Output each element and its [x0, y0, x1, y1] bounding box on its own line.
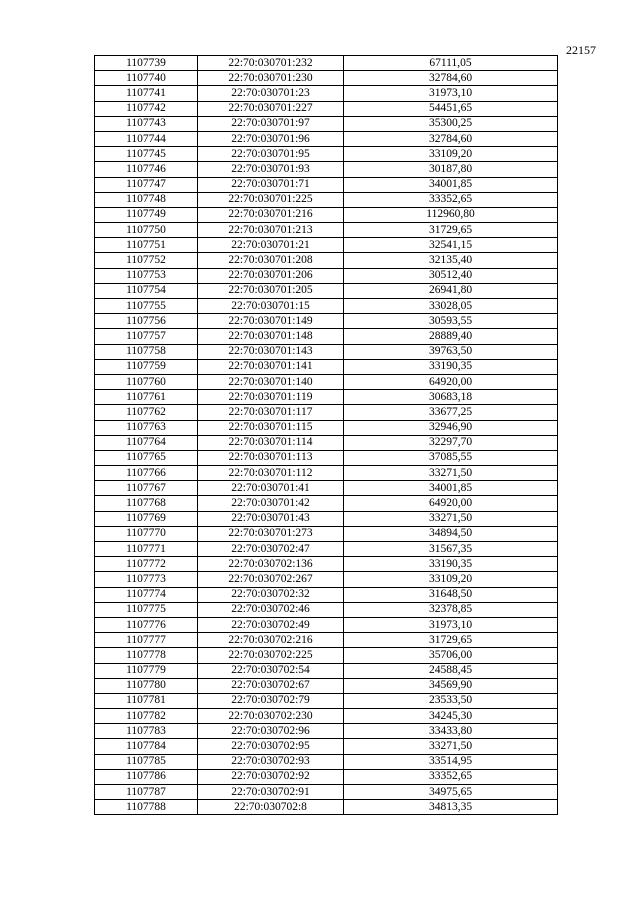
table-row [95, 785, 558, 800]
table-row [95, 192, 558, 207]
cadastral-value-cell: 33514,95 [344, 754, 558, 769]
table-row [95, 147, 558, 162]
record-number-cell: 1107779 [95, 663, 198, 678]
table-row [95, 466, 558, 481]
cadastral-number-cell: 22:70:030702:225 [198, 648, 344, 663]
cadastral-value-cell: 32784,60 [344, 131, 558, 146]
record-number-cell: 1107757 [95, 329, 198, 344]
table-row [95, 678, 558, 693]
record-number-cell: 1107768 [95, 496, 198, 511]
record-number-cell: 1107772 [95, 557, 198, 572]
page-number: 22157 [566, 43, 596, 57]
cadastral-number-cell: 22:70:030702:46 [198, 602, 344, 617]
table-row [95, 724, 558, 739]
table-row [95, 268, 558, 283]
cadastral-number-cell: 22:70:030701:216 [198, 207, 344, 222]
cadastral-value-cell: 34001,85 [344, 177, 558, 192]
record-number-cell: 1107750 [95, 223, 198, 238]
cadastral-number-cell: 22:70:030701:114 [198, 435, 344, 450]
table-row [95, 116, 558, 131]
table-row [95, 56, 558, 71]
record-number-cell: 1107764 [95, 435, 198, 450]
table-row [95, 344, 558, 359]
cadastral-number-cell: 22:70:030701:141 [198, 359, 344, 374]
cadastral-value-cell: 30593,55 [344, 314, 558, 329]
table-row [95, 299, 558, 314]
record-number-cell: 1107755 [95, 299, 198, 314]
record-number-cell: 1107751 [95, 238, 198, 253]
cadastral-value-cell: 32541,15 [344, 238, 558, 253]
cadastral-number-cell: 22:70:030702:49 [198, 617, 344, 632]
table-row [95, 511, 558, 526]
record-number-cell: 1107787 [95, 785, 198, 800]
table-row [95, 572, 558, 587]
cadastral-value-cell: 32135,40 [344, 253, 558, 268]
cadastral-value-cell: 33028,05 [344, 299, 558, 314]
table-row [95, 450, 558, 465]
cadastral-value-cell: 28889,40 [344, 329, 558, 344]
record-number-cell: 1107763 [95, 420, 198, 435]
cadastral-value-cell: 112960,80 [344, 207, 558, 222]
cadastral-value-cell: 24588,45 [344, 663, 558, 678]
cadastral-number-cell: 22:70:030702:93 [198, 754, 344, 769]
record-number-cell: 1107746 [95, 162, 198, 177]
cadastral-value-cell: 30512,40 [344, 268, 558, 283]
cadastral-number-cell: 22:70:030701:93 [198, 162, 344, 177]
record-number-cell: 1107761 [95, 390, 198, 405]
cadastral-value-cell: 33433,80 [344, 724, 558, 739]
table-row [95, 359, 558, 374]
table-row [95, 526, 558, 541]
cadastral-number-cell: 22:70:030702:92 [198, 769, 344, 784]
record-number-cell: 1107783 [95, 724, 198, 739]
registry-table [94, 55, 558, 815]
table-row [95, 71, 558, 86]
record-number-cell: 1107749 [95, 207, 198, 222]
cadastral-number-cell: 22:70:030701:227 [198, 101, 344, 116]
cadastral-value-cell: 31729,65 [344, 633, 558, 648]
cadastral-number-cell: 22:70:030702:54 [198, 663, 344, 678]
cadastral-number-cell: 22:70:030701:119 [198, 390, 344, 405]
cadastral-value-cell: 32946,90 [344, 420, 558, 435]
cadastral-number-cell: 22:70:030702:136 [198, 557, 344, 572]
cadastral-value-cell: 33271,50 [344, 511, 558, 526]
table-row [95, 390, 558, 405]
cadastral-value-cell: 33271,50 [344, 739, 558, 754]
cadastral-value-cell: 34894,50 [344, 526, 558, 541]
cadastral-number-cell: 22:70:030701:112 [198, 466, 344, 481]
table-row [95, 314, 558, 329]
cadastral-value-cell: 35300,25 [344, 116, 558, 131]
record-number-cell: 1107762 [95, 405, 198, 420]
cadastral-number-cell: 22:70:030701:213 [198, 223, 344, 238]
cadastral-value-cell: 26941,80 [344, 283, 558, 298]
cadastral-value-cell: 31648,50 [344, 587, 558, 602]
cadastral-number-cell: 22:70:030701:232 [198, 56, 344, 71]
cadastral-number-cell: 22:70:030701:115 [198, 420, 344, 435]
cadastral-value-cell: 31973,10 [344, 86, 558, 101]
cadastral-value-cell: 64920,00 [344, 496, 558, 511]
table-row [95, 162, 558, 177]
registry-table-body [95, 56, 558, 815]
table-row [95, 496, 558, 511]
cadastral-number-cell: 22:70:030701:113 [198, 450, 344, 465]
cadastral-value-cell: 33352,65 [344, 192, 558, 207]
table-row [95, 131, 558, 146]
table-row [95, 633, 558, 648]
record-number-cell: 1107752 [95, 253, 198, 268]
cadastral-value-cell: 31973,10 [344, 617, 558, 632]
table-row [95, 329, 558, 344]
record-number-cell: 1107753 [95, 268, 198, 283]
cadastral-value-cell: 31567,35 [344, 542, 558, 557]
cadastral-value-cell: 32378,85 [344, 602, 558, 617]
cadastral-number-cell: 22:70:030701:96 [198, 131, 344, 146]
record-number-cell: 1107770 [95, 526, 198, 541]
record-number-cell: 1107780 [95, 678, 198, 693]
table-row [95, 238, 558, 253]
cadastral-value-cell: 33109,20 [344, 572, 558, 587]
table-row [95, 709, 558, 724]
record-number-cell: 1107766 [95, 466, 198, 481]
cadastral-number-cell: 22:70:030701:23 [198, 86, 344, 101]
cadastral-number-cell: 22:70:030701:43 [198, 511, 344, 526]
cadastral-number-cell: 22:70:030701:41 [198, 481, 344, 496]
cadastral-number-cell: 22:70:030701:273 [198, 526, 344, 541]
cadastral-number-cell: 22:70:030701:208 [198, 253, 344, 268]
record-number-cell: 1107773 [95, 572, 198, 587]
cadastral-value-cell: 54451,65 [344, 101, 558, 116]
cadastral-value-cell: 33190,35 [344, 359, 558, 374]
record-number-cell: 1107760 [95, 374, 198, 389]
record-number-cell: 1107748 [95, 192, 198, 207]
record-number-cell: 1107759 [95, 359, 198, 374]
cadastral-value-cell: 37085,55 [344, 450, 558, 465]
cadastral-number-cell: 22:70:030702:96 [198, 724, 344, 739]
record-number-cell: 1107767 [95, 481, 198, 496]
table-row [95, 374, 558, 389]
cadastral-value-cell: 34975,65 [344, 785, 558, 800]
cadastral-number-cell: 22:70:030701:225 [198, 192, 344, 207]
table-row [95, 693, 558, 708]
table-row [95, 617, 558, 632]
record-number-cell: 1107765 [95, 450, 198, 465]
record-number-cell: 1107747 [95, 177, 198, 192]
cadastral-number-cell: 22:70:030702:32 [198, 587, 344, 602]
record-number-cell: 1107756 [95, 314, 198, 329]
table-row [95, 587, 558, 602]
record-number-cell: 1107775 [95, 602, 198, 617]
cadastral-number-cell: 22:70:030702:216 [198, 633, 344, 648]
record-number-cell: 1107745 [95, 147, 198, 162]
cadastral-value-cell: 33352,65 [344, 769, 558, 784]
cadastral-value-cell: 23533,50 [344, 693, 558, 708]
record-number-cell: 1107788 [95, 800, 198, 815]
table-row [95, 481, 558, 496]
table-row [95, 800, 558, 815]
cadastral-number-cell: 22:70:030701:230 [198, 71, 344, 86]
cadastral-value-cell: 30187,80 [344, 162, 558, 177]
record-number-cell: 1107769 [95, 511, 198, 526]
table-row [95, 542, 558, 557]
cadastral-number-cell: 22:70:030702:230 [198, 709, 344, 724]
cadastral-number-cell: 22:70:030702:79 [198, 693, 344, 708]
cadastral-number-cell: 22:70:030701:21 [198, 238, 344, 253]
table-row [95, 86, 558, 101]
cadastral-value-cell: 35706,00 [344, 648, 558, 663]
table-row [95, 557, 558, 572]
cadastral-value-cell: 67111,05 [344, 56, 558, 71]
table-row [95, 739, 558, 754]
cadastral-number-cell: 22:70:030702:267 [198, 572, 344, 587]
cadastral-number-cell: 22:70:030701:149 [198, 314, 344, 329]
table-row [95, 253, 558, 268]
cadastral-number-cell: 22:70:030701:15 [198, 299, 344, 314]
cadastral-value-cell: 32297,70 [344, 435, 558, 450]
record-number-cell: 1107782 [95, 709, 198, 724]
record-number-cell: 1107742 [95, 101, 198, 116]
cadastral-value-cell: 33109,20 [344, 147, 558, 162]
cadastral-value-cell: 34001,85 [344, 481, 558, 496]
cadastral-number-cell: 22:70:030701:95 [198, 147, 344, 162]
cadastral-number-cell: 22:70:030702:67 [198, 678, 344, 693]
cadastral-value-cell: 33271,50 [344, 466, 558, 481]
cadastral-value-cell: 64920,00 [344, 374, 558, 389]
record-number-cell: 1107744 [95, 131, 198, 146]
record-number-cell: 1107774 [95, 587, 198, 602]
cadastral-number-cell: 22:70:030701:143 [198, 344, 344, 359]
cadastral-number-cell: 22:70:030701:140 [198, 374, 344, 389]
record-number-cell: 1107758 [95, 344, 198, 359]
record-number-cell: 1107743 [95, 116, 198, 131]
cadastral-number-cell: 22:70:030701:97 [198, 116, 344, 131]
table-row [95, 663, 558, 678]
table-row [95, 602, 558, 617]
cadastral-number-cell: 22:70:030701:205 [198, 283, 344, 298]
table-row [95, 769, 558, 784]
table-row [95, 405, 558, 420]
cadastral-number-cell: 22:70:030701:206 [198, 268, 344, 283]
record-number-cell: 1107778 [95, 648, 198, 663]
cadastral-value-cell: 34569,90 [344, 678, 558, 693]
cadastral-value-cell: 34813,35 [344, 800, 558, 815]
record-number-cell: 1107784 [95, 739, 198, 754]
cadastral-value-cell: 39763,50 [344, 344, 558, 359]
cadastral-value-cell: 33677,25 [344, 405, 558, 420]
record-number-cell: 1107781 [95, 693, 198, 708]
record-number-cell: 1107740 [95, 71, 198, 86]
cadastral-number-cell: 22:70:030702:8 [198, 800, 344, 815]
cadastral-number-cell: 22:70:030701:71 [198, 177, 344, 192]
table-row [95, 207, 558, 222]
cadastral-number-cell: 22:70:030702:91 [198, 785, 344, 800]
cadastral-number-cell: 22:70:030702:47 [198, 542, 344, 557]
record-number-cell: 1107739 [95, 56, 198, 71]
record-number-cell: 1107754 [95, 283, 198, 298]
cadastral-value-cell: 33190,35 [344, 557, 558, 572]
table-row [95, 435, 558, 450]
cadastral-value-cell: 31729,65 [344, 223, 558, 238]
record-number-cell: 1107771 [95, 542, 198, 557]
table-row [95, 754, 558, 769]
table-row [95, 101, 558, 116]
cadastral-number-cell: 22:70:030702:95 [198, 739, 344, 754]
table-row [95, 283, 558, 298]
cadastral-value-cell: 34245,30 [344, 709, 558, 724]
cadastral-value-cell: 30683,18 [344, 390, 558, 405]
cadastral-number-cell: 22:70:030701:42 [198, 496, 344, 511]
table-row [95, 177, 558, 192]
cadastral-value-cell: 32784,60 [344, 71, 558, 86]
table-row [95, 223, 558, 238]
cadastral-number-cell: 22:70:030701:148 [198, 329, 344, 344]
table-row [95, 420, 558, 435]
table-row [95, 648, 558, 663]
record-number-cell: 1107776 [95, 617, 198, 632]
record-number-cell: 1107785 [95, 754, 198, 769]
record-number-cell: 1107741 [95, 86, 198, 101]
record-number-cell: 1107786 [95, 769, 198, 784]
record-number-cell: 1107777 [95, 633, 198, 648]
cadastral-number-cell: 22:70:030701:117 [198, 405, 344, 420]
